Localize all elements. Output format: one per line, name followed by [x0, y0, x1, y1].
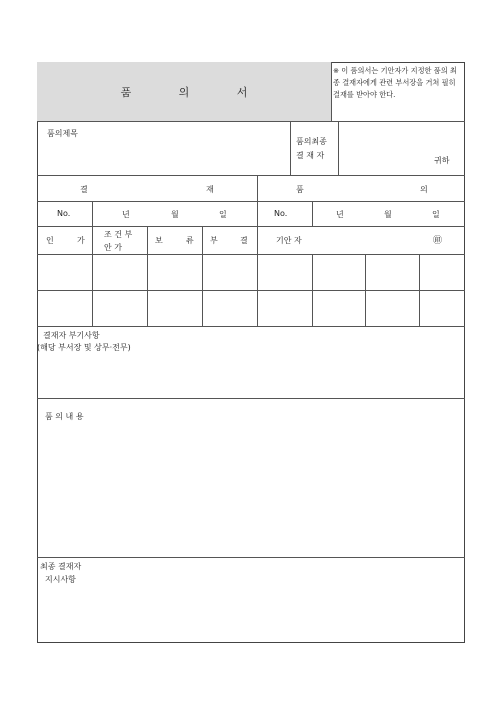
seal-icon: ㊞: [433, 236, 443, 246]
day-left: 일: [219, 210, 227, 219]
form-note: ※ 이 품의서는 기안자가 지정한 품의 최종 결재자에게 관련 부서장을 거쳐 필히 결재를 받아야 한다.: [333, 66, 457, 99]
subject-label: 품의제목: [47, 129, 78, 138]
final-instructions-label-2: 지시사항: [45, 575, 76, 584]
approve-label: 인: [46, 236, 54, 245]
content-label: 품 의 내 용: [45, 412, 84, 421]
final-approver-label-2: 결 재 자: [296, 151, 325, 160]
year-right: 년: [336, 210, 344, 219]
hold-label-2: 류: [186, 236, 194, 245]
month-right: 월: [384, 210, 392, 219]
approve-label-2: 가: [77, 236, 85, 245]
year-left: 년: [122, 210, 130, 219]
section-approval-2: 재: [206, 185, 214, 194]
no-label-right: No.: [274, 209, 288, 218]
reject-label: 부: [210, 236, 218, 245]
reject-label-2: 결: [240, 236, 248, 245]
final-instructions-label-1: 최종 결재자: [40, 562, 82, 571]
conditional-label-2: 안 가: [104, 243, 122, 252]
hold-label: 보: [155, 236, 163, 245]
form-title: 품 의 서: [120, 85, 270, 99]
remarks-label-2: (해당 부서장 및 상무·전무): [37, 343, 131, 352]
no-label-left: No.: [57, 209, 71, 218]
section-request: 품: [296, 185, 304, 194]
day-right: 일: [432, 210, 440, 219]
remarks-label-1: 결재자 부기사항: [43, 331, 100, 340]
month-left: 월: [171, 210, 179, 219]
honorific: 귀하: [434, 156, 450, 165]
drafter-label: 기안 자: [276, 236, 302, 245]
section-approval: 결: [80, 185, 88, 194]
conditional-label-1: 조 건 부: [104, 230, 133, 239]
final-approver-label-1: 품의최종: [296, 137, 327, 146]
section-request-2: 의: [420, 185, 428, 194]
